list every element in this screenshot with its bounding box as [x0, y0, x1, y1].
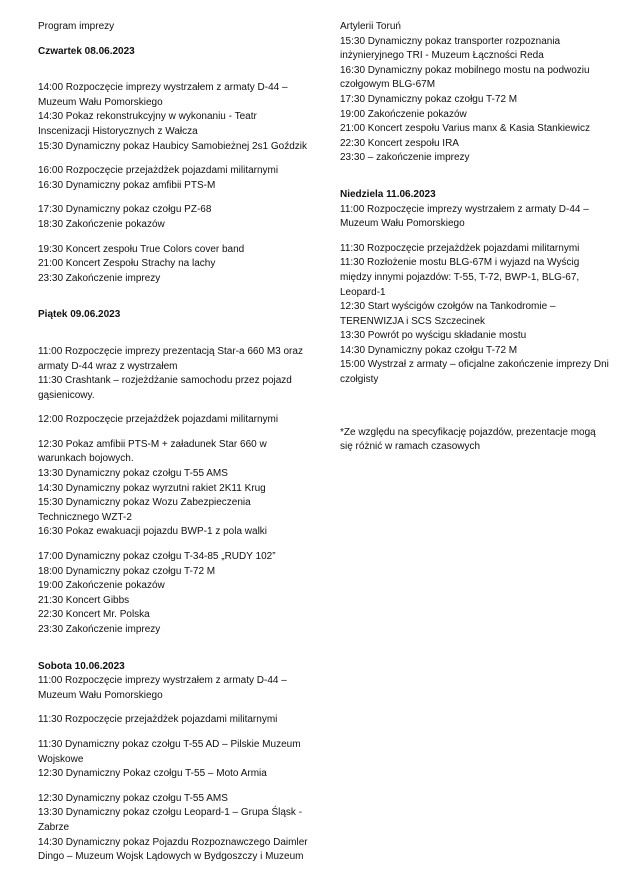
schedule-line: 12:30 Dynamiczny Pokaz czołgu T-55 – Moto Armia	[38, 768, 267, 780]
day-title-friday: Piątek 09.06.2023	[38, 309, 121, 321]
schedule-line: Muzeum Wału Pomorskiego	[38, 96, 163, 108]
schedule-line: 21:30 Koncert Gibbs	[38, 594, 130, 606]
schedule-line: 14:00 Rozpoczęcie imprezy wystrzałem z armaty D-44 –	[38, 82, 288, 94]
schedule-block	[38, 713, 308, 728]
schedule-line: 15:30 Dynamiczny pokaz Haubicy Samobieżnej 2s1 Goździk	[38, 140, 308, 152]
schedule-block	[340, 242, 610, 388]
schedule-line: 18:30 Zakończenie pokazów	[38, 218, 165, 230]
schedule-line: 14:30 Dynamiczny pokaz czołgu T-72 M	[340, 344, 518, 356]
schedule-line: Zabrze	[38, 821, 70, 833]
schedule-line: 22:30 Koncert zespołu IRA	[340, 137, 459, 149]
day-title-sunday: Niedziela 11.06.2023	[340, 188, 436, 200]
schedule-line: TERENWIZJA i SCS Szczecinek	[340, 315, 486, 327]
schedule-line: 11:30 Rozpoczęcie przejażdżek pojazdami militarnymi	[340, 242, 580, 254]
schedule-line: 22:30 Koncert Mr. Polska	[38, 609, 150, 621]
schedule-line: 18:00 Dynamiczny pokaz czołgu T-72 M	[38, 565, 216, 577]
left-column	[38, 20, 308, 865]
schedule-line: 17:00 Dynamiczny pokaz czołgu T-34-85 „RUDY 102”	[38, 551, 276, 563]
schedule-line: 12:00 Rozpoczęcie przejażdżek pojazdami militarnymi	[38, 414, 279, 426]
schedule-line: Leopard-1	[340, 286, 386, 298]
schedule-block	[38, 550, 308, 638]
schedule-line: 19:00 Zakończenie pokazów	[38, 580, 165, 592]
schedule-line: 15:00 Wystrzał z armaty – oficjalne zakończenie imprezy Dni	[340, 359, 609, 371]
schedule-block	[340, 203, 610, 232]
schedule-line: 23:30 – zakończenie imprezy	[340, 152, 470, 164]
schedule-line: 13:30 Dynamiczny pokaz czołgu T-55 AMS	[38, 468, 228, 480]
schedule-line: 19:30 Koncert zespołu True Colors cover band	[38, 243, 245, 255]
schedule-line: Wojskowe	[38, 753, 84, 765]
schedule-line: czołgowym BLG-67M	[340, 79, 436, 91]
schedule-line: inżynieryjnego TRI - Muzeum Łączności Reda	[340, 50, 544, 62]
schedule-line: 13:30 Powrót po wyścigu składanie mostu	[340, 330, 527, 342]
schedule-line: 13:30 Dynamiczny pokaz czołgu Leopard-1 – Grupa Śląsk -	[38, 807, 303, 819]
footnote	[340, 426, 610, 455]
schedule-line: 23:30 Zakończenie imprezy	[38, 624, 161, 635]
schedule-line: 12:30 Pokaz amfibii PTS-M + załadunek Star 660 w	[38, 438, 267, 450]
schedule-line: 12:30 Start wyścigów czołgów na Tankodromie –	[340, 301, 556, 313]
schedule-block	[38, 674, 308, 703]
schedule-line: 12:30 Dynamiczny pokaz czołgu T-55 AMS	[38, 792, 228, 804]
footnote-line: się różnić w ramach czasowych	[340, 441, 481, 453]
schedule-line: między innymi pojazdów: T-55, T-72, BWP-1, BLG-67,	[340, 271, 580, 283]
right-column	[340, 20, 610, 455]
schedule-line: 21:00 Koncert zespołu Varius manx & Kasia Stankiewicz	[340, 123, 590, 135]
schedule-line: 19:00 Zakończenie pokazów	[340, 108, 467, 120]
schedule-line: 11:30 Dynamiczny pokaz czołgu T-55 AD – Pilskie Muzeum	[38, 738, 301, 750]
schedule-line: 16:30 Dynamiczny pokaz amfibii PTS-M	[38, 179, 216, 191]
schedule-line: 16:30 Pokaz ewakuacji pojazdu BWP-1 z pola walki	[38, 526, 268, 538]
schedule-line: Muzeum Wału Pomorskiego	[340, 218, 465, 230]
schedule-line: 14:30 Pokaz rekonstrukcyjny w wykonaniu - Teatr	[38, 111, 257, 123]
schedule-line: 16:30 Dynamiczny pokaz mobilnego mostu na podwoziu	[340, 64, 590, 76]
schedule-line: 11:30 Crashtank – rozjeżdżanie samochodu przez pojazd	[38, 375, 292, 387]
schedule-line: 11:30 Rozłożenie mostu BLG-67M i wyjazd na Wyścig	[340, 257, 580, 269]
schedule-block	[38, 438, 308, 540]
schedule-line: 11:00 Rozpoczęcie imprezy prezentacją Star-a 660 M3 oraz	[38, 345, 303, 357]
schedule-line: 15:30 Dynamiczny pokaz Wozu Zabezpieczenia	[38, 497, 251, 509]
schedule-line: 21:00 Koncert Zespołu Strachy na lachy	[38, 258, 216, 270]
schedule-line: Dingo – Muzeum Wojsk Lądowych w Bydgoszczy i Muzeum	[38, 851, 304, 863]
schedule-block	[38, 164, 308, 193]
schedule-block	[38, 413, 308, 428]
schedule-line: 11:00 Rozpoczęcie imprezy wystrzałem z armaty D-44 –	[38, 675, 287, 687]
schedule-line: warunkach bojowych.	[38, 453, 134, 465]
schedule-line: 17:30 Dynamiczny pokaz czołgu T-72 M	[340, 93, 518, 105]
schedule-line: 16:00 Rozpoczęcie przejażdżek pojazdami militarnymi	[38, 165, 279, 177]
schedule-line: gąsienicowy.	[38, 389, 95, 401]
schedule-line: czołgisty	[340, 374, 379, 386]
schedule-block	[38, 345, 308, 403]
schedule-line: 23:30 Zakończenie imprezy	[38, 272, 161, 284]
schedule-block	[38, 243, 308, 287]
schedule-line: Technicznego WZT-2	[38, 511, 132, 523]
schedule-line: Muzeum Wału Pomorskiego	[38, 689, 163, 701]
schedule-line: 17:30 Dynamiczny pokaz czołgu PZ-68	[38, 204, 212, 216]
program-heading: Program imprezy	[38, 21, 115, 32]
schedule-line: armaty D-44 wraz z wystrzałem	[38, 360, 178, 372]
footnote-line: *Ze względu na specyfikację pojazdów, prezentacje mogą	[340, 426, 596, 438]
schedule-line: Artylerii Toruń	[340, 21, 401, 32]
schedule-line: 14:30 Dynamiczny pokaz wyrzutni rakiet 2K11 Krug	[38, 482, 266, 494]
schedule-block	[38, 792, 308, 865]
day-title-saturday: Sobota 10.06.2023	[38, 660, 125, 672]
schedule-line: 15:30 Dynamiczny pokaz transporter rozpoznania	[340, 35, 561, 47]
day-title-thursday: Czwartek 08.06.2023	[38, 45, 135, 57]
schedule-block	[38, 738, 308, 782]
schedule-block-continued	[340, 20, 610, 166]
schedule-block	[38, 81, 308, 154]
schedule-line: 11:00 Rozpoczęcie imprezy wystrzałem z armaty D-44 –	[340, 203, 589, 215]
schedule-line: 11:30 Rozpoczęcie przejażdżek pojazdami militarnymi	[38, 714, 278, 726]
schedule-line: 14:30 Dynamiczny pokaz Pojazdu Rozpoznawczego Daimler	[38, 836, 308, 848]
schedule-block	[38, 203, 308, 232]
schedule-line: Inscenizacji Historycznych z Wałcza	[38, 125, 198, 137]
